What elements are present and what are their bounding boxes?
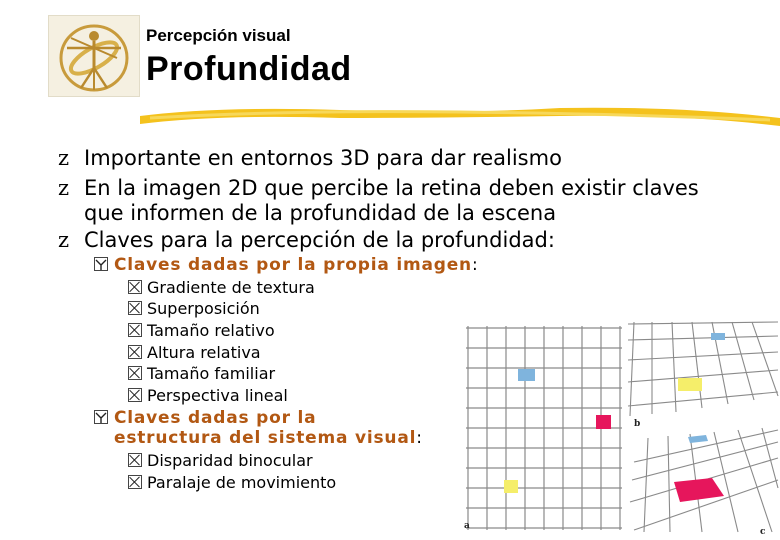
checkmark-box-icon <box>94 410 108 424</box>
bullet-marker: z <box>58 146 70 170</box>
list-item <box>128 298 260 319</box>
sub-heading-visual-system-cues <box>94 408 316 428</box>
bullet-item <box>58 146 738 171</box>
list-item-text: Perspectiva lineal <box>147 386 288 405</box>
list-item-text: Tamaño relativo <box>147 321 275 340</box>
x-box-icon <box>128 453 142 467</box>
sub-heading-text: estructura del sistema visual <box>114 428 417 448</box>
list-item <box>128 342 261 363</box>
checkmark-box-icon <box>94 257 108 271</box>
title-underline <box>140 100 780 134</box>
list-item <box>128 450 313 471</box>
bullet-item <box>58 176 738 226</box>
list-item-text: Paralaje de movimiento <box>147 473 337 492</box>
x-box-icon <box>128 345 142 359</box>
sub-heading-colon: : <box>471 255 478 275</box>
list-item <box>128 472 336 493</box>
bullet-text: En la imagen 2D que percibe la retina deben existir claves que informen de la profundidad de la escena <box>84 176 699 225</box>
list-item <box>128 277 315 298</box>
bullet-text: Claves para la percepción de la profundidad: <box>84 228 555 252</box>
list-item <box>128 385 288 406</box>
x-box-icon <box>128 280 142 294</box>
x-box-icon <box>128 388 142 402</box>
panel-label-c: c <box>760 527 766 536</box>
panel-label-a: a <box>464 521 470 531</box>
list-item-text: Gradiente de textura <box>147 278 315 297</box>
slide-title: Profundidad <box>146 50 352 88</box>
sub-heading-text: Claves dadas por la <box>114 408 317 428</box>
sub-heading-image-cues <box>94 255 478 275</box>
x-box-icon <box>128 301 142 315</box>
list-item-text: Tamaño familiar <box>147 364 276 383</box>
bullet-item <box>58 228 738 253</box>
slide-subtitle: Percepción visual <box>146 26 291 45</box>
list-item-text: Altura relativa <box>147 343 261 362</box>
bullet-marker: z <box>58 228 70 252</box>
bullet-marker: z <box>58 176 70 200</box>
x-box-icon <box>128 366 142 380</box>
x-box-icon <box>128 323 142 337</box>
vitruvian-logo <box>48 15 140 97</box>
list-item-text: Disparidad binocular <box>147 451 313 470</box>
list-item <box>128 363 275 384</box>
panel-label-b: b <box>634 419 641 429</box>
perspective-grid-figure <box>458 318 780 540</box>
grid-panel-b <box>628 322 778 416</box>
sub-heading-colon: : <box>416 428 422 448</box>
sub-heading-line2 <box>114 428 422 448</box>
list-item <box>128 320 275 341</box>
x-box-icon <box>128 475 142 489</box>
bullet-text: Importante en entornos 3D para dar realismo <box>84 146 562 170</box>
list-item-text: Superposición <box>147 299 260 318</box>
sub-heading-text: Claves dadas por la propia imagen <box>114 255 472 275</box>
